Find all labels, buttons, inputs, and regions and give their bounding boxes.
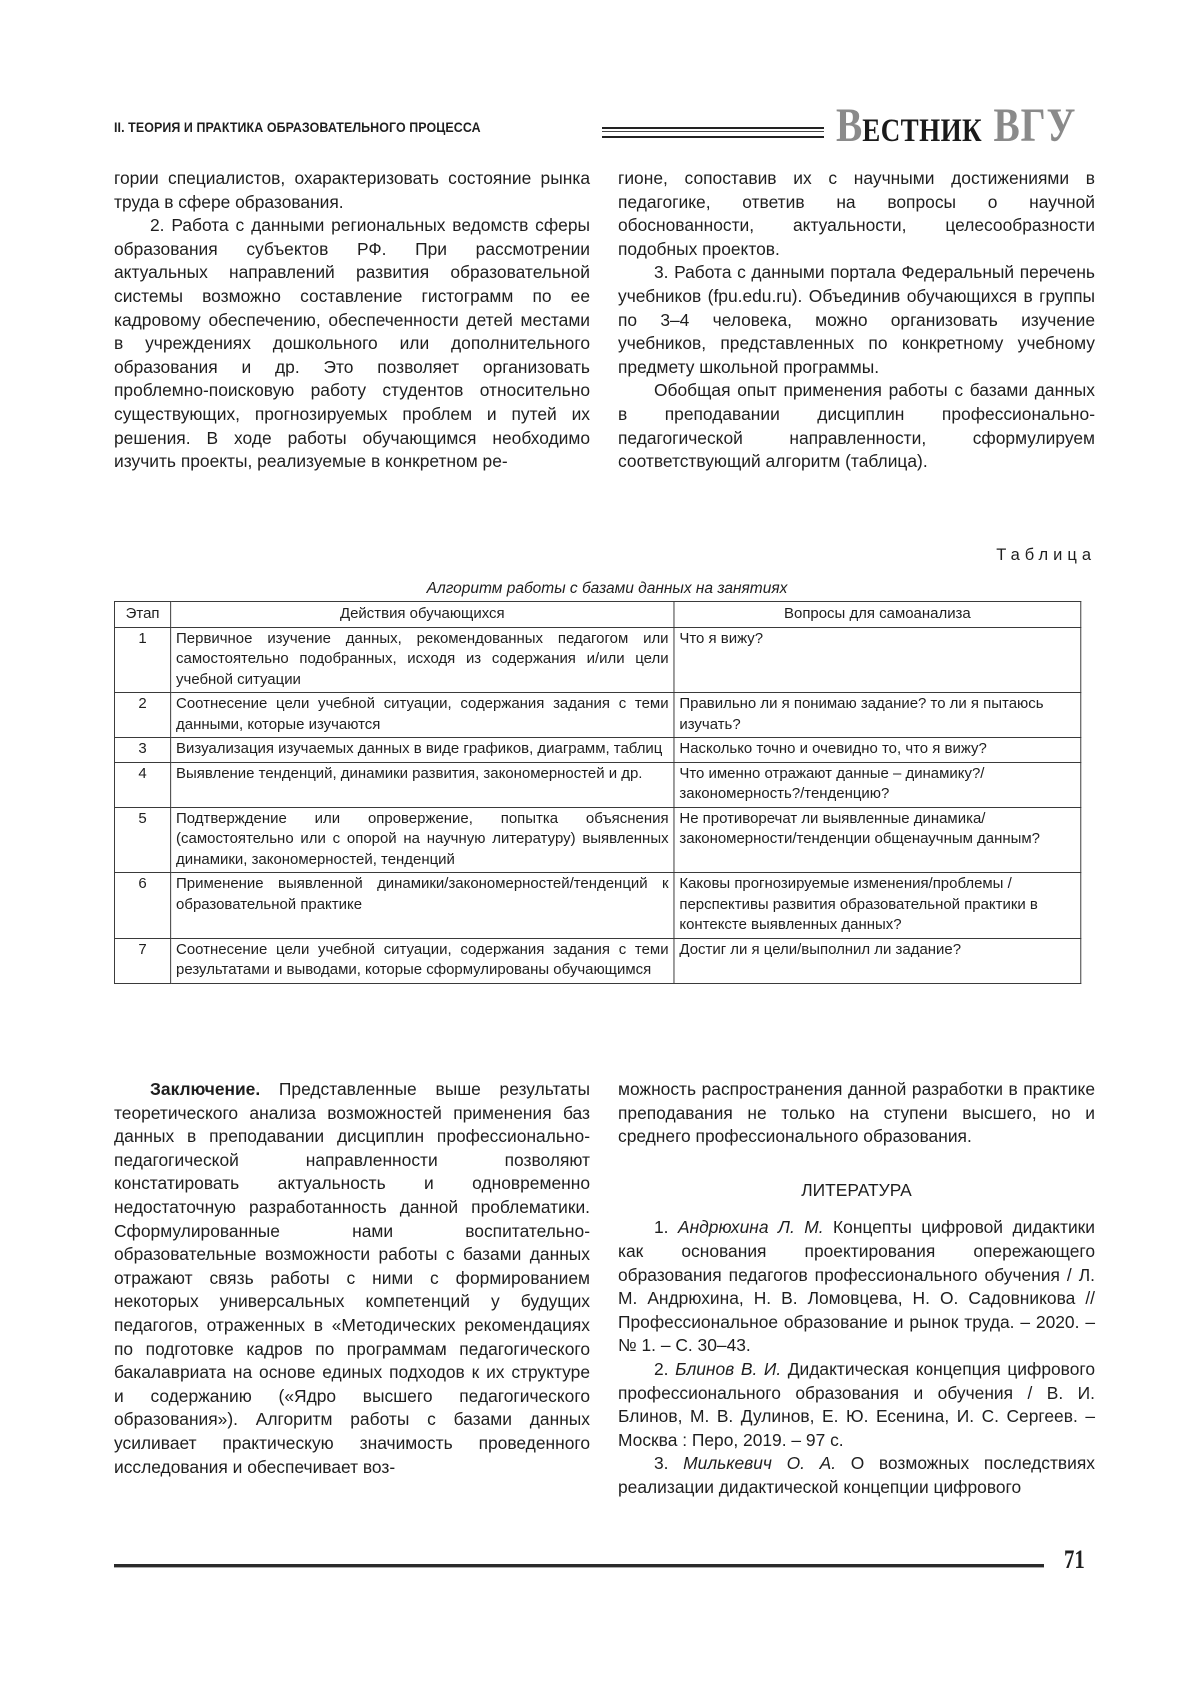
conclusion-heading: Заключение. [150, 1079, 261, 1099]
ref-author: Андрюхина Л. М. [677, 1217, 824, 1238]
stage-cell: 6 [114, 873, 170, 939]
action-cell: Выявление тенденций, динамики развития, закономерностей и др. [171, 762, 674, 807]
right-column-bottom [618, 1078, 1095, 1500]
right-column-top [618, 167, 1095, 474]
paragraph: гории специалистов, охарактеризовать состояние рынка труда в сфере образования. [114, 168, 590, 212]
logo-word: ЕСТНИК [862, 113, 983, 149]
conclusion-paragraph [114, 1078, 590, 1479]
question-cell: Каковы прогнозируемые изменения/проблемы /перспективы развития образовательной практики в контексте выявленных данных? [674, 873, 1081, 939]
stage-cell: 4 [114, 762, 170, 807]
reference-item [618, 1358, 1095, 1452]
ref-text: Дидактическая концепция цифрового профессионального образования и обучения / В. И. Блинов, М. В. Дулинов, Е. Ю. Есенина, И. С. Сергеев. – Москва : Перо, 2019. – 97 с. [618, 1358, 1096, 1450]
question-cell: Правильно ли я понимаю задание? то ли я пытаюсь изучать? [674, 693, 1081, 738]
reference-item [618, 1452, 1095, 1499]
ref-text: О возможных последствиях реализации дидактической концепции цифрового [618, 1453, 1095, 1497]
left-column-bottom [114, 1078, 590, 1479]
ref-number: 1. [654, 1217, 678, 1238]
action-cell: Первичное изучение данных, рекомендованных педагогом или самостоятельно подобранных, исходя из содержания и/или цели учебной ситуации [171, 627, 674, 693]
logo-initial: В [836, 99, 863, 152]
paragraph: 3. Работа с данными портала Федеральный перечень учебников (fpu.edu.ru). Объединив обучающихся в группы по 3–4 человека, можно организовать изучение учебников, представленных по конкретному учебному предмету школьной программы. [618, 262, 1095, 377]
conclusion-text: Представленные выше результаты теоретического анализа возможностей применения баз данных в преподавании дисциплин профессионально-педагогической направленности позволяют констатировать актуальность и одновременно недостаточную разработанность данной проблематики. Сформулированные нами воспитательно-образовательные возможности работы с базами данных отражают связь работы с ними с формированием некоторых универсальных компетенций у будущих педагогов, отраженных в «Методических рекомендациях по подготовке кадров по программам педагогического бакалавриата на основе единых подходов к их структуре и содержанию («Ядро высшего педагогического образования»). Алгоритм работы с базами данных усиливает практическую значимость проведенного исследования и обеспечивает воз- [114, 1079, 590, 1477]
literature-title: ЛИТЕРАТУРА [801, 1179, 912, 1200]
table-caption: Алгоритм работы с базами данных на занятиях [426, 580, 788, 597]
stage-cell: 5 [114, 807, 170, 873]
header-stage: Этап [114, 602, 170, 628]
stage-cell: 7 [114, 938, 170, 983]
question-cell: Насколько точно и очевидно то, что я вижу? [674, 738, 1081, 763]
action-cell: Визуализация изучаемых данных в виде графиков, диаграмм, таблиц [171, 738, 674, 763]
action-cell: Применение выявленной динамики/закономерностей/тенденций к образовательной практике [171, 873, 674, 939]
paragraph: 2. Работа с данными региональных ведомств сферы образования субъектов РФ. При рассмотрении актуальных направлений развития образовательной системы возможно составление гистограмм по ее кадровому обеспечению, обеспеченности детей местами в учреждениях дошкольного или дополнительного образования и др. Это позволяет организовать проблемно-поисковую работу студентов относительно существующих, прогнозируемых проблем и путей их решения. В ходе работы обучающимся необходимо изучить проекты, реализуемые в конкретном ре- [114, 215, 590, 472]
table-label: Таблица [996, 546, 1096, 564]
algorithm-table [114, 601, 1081, 984]
table-row [114, 762, 1080, 807]
journal-logo [836, 98, 1076, 153]
logo-abbr: ВГУ [993, 99, 1077, 152]
header-actions: Действия обучающихся [171, 602, 674, 628]
paragraph: гионе, сопоставив их с научными достижениями в педагогике, ответив на вопросы о научной обоснованности, актуальности, целесообразности подобных проектов. [618, 168, 1095, 259]
footer-rule [114, 1564, 1044, 1568]
table-header-row [114, 602, 1080, 628]
left-column-top [114, 167, 590, 474]
paragraph: можность распространения данной разработки в практике преподавания не только на ступени высшего, но и среднего профессионального образования. [618, 1079, 1095, 1147]
action-cell: Соотнесение цели учебной ситуации, содержания задания с теми данными, которые изучаются [171, 693, 674, 738]
table-row [114, 693, 1080, 738]
table-row [114, 873, 1080, 939]
table-row [114, 627, 1080, 693]
question-cell: Что именно отражают данные – динамику?/ закономерность?/тенденцию? [674, 762, 1081, 807]
ref-number: 3. [654, 1453, 684, 1474]
action-cell: Соотнесение цели учебной ситуации, содержания задания с теми результатами и выводами, которые сформулированы обучающимся [171, 938, 674, 983]
header-rule [602, 127, 824, 138]
running-header [114, 99, 1100, 152]
reference-item [618, 1216, 1095, 1358]
header-questions: Вопросы для самоанализа [674, 602, 1081, 628]
section-title: II. ТЕОРИЯ И ПРАКТИКА ОБРАЗОВАТЕЛЬНОГО ПРОЦЕССА [114, 120, 481, 135]
stage-cell: 1 [114, 627, 170, 693]
paragraph: Обобщая опыт применения работы с базами данных в преподавании дисциплин профессионально-педагогической направленности, сформулируем соответствующий алгоритм (таблица). [618, 380, 1095, 472]
question-cell: Не противоречат ли выявленные динамика/ закономерности/тенденции общенаучным данным? [674, 807, 1081, 873]
ref-text: Концепты цифровой дидактики как основания проектирования опережающего образования педагогов профессионального обучения / Л. М. Андрюхина, Н. В. Ломовцева, Н. О. Садовникова // Профессиональное образование и рынок труда. – 2020. – № 1. – С. 30–43. [618, 1217, 1095, 1356]
table-row [114, 738, 1080, 763]
ref-number: 2. [654, 1358, 676, 1379]
question-cell: Что я вижу? [674, 627, 1081, 693]
table-row [114, 807, 1080, 873]
page-number: 71 [1064, 1545, 1085, 1574]
action-cell: Подтверждение или опровержение, попытка объяснения (самостоятельно или с опорой на научную литературу) выявленных динамики, закономерностей, тенденций [171, 807, 674, 873]
stage-cell: 3 [114, 738, 170, 763]
question-cell: Достиг ли я цели/выполнил ли задание? [674, 938, 1081, 983]
ref-author: Блинов В. И. [675, 1358, 782, 1379]
ref-author: Милькевич О. А. [683, 1453, 837, 1474]
stage-cell: 2 [114, 693, 170, 738]
table-row [114, 938, 1080, 983]
